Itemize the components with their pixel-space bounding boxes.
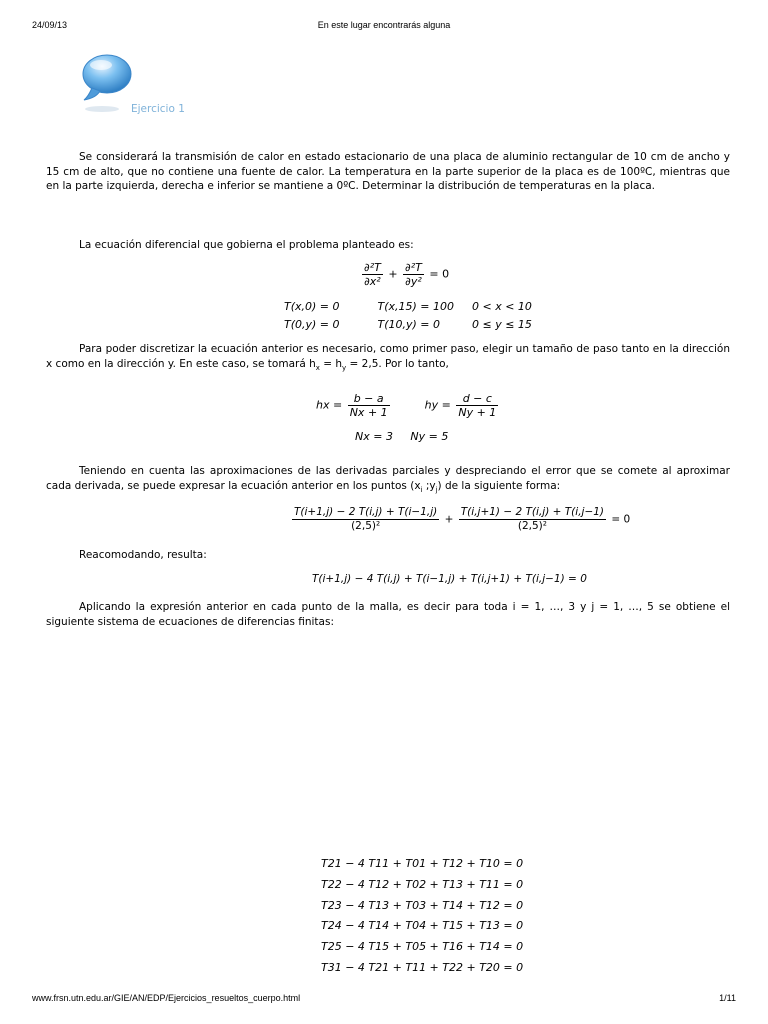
step-size-formulas: hx = $\frac{b - a}{Nx + 1}$ hy = $\frac{d - c}{Ny + 1}$	[316, 392, 497, 419]
laplace-equation: $\frac{\text{∂²T}}{\text{∂x²}}$ + $\frac{\text{∂²T}}{\text{∂y²}}$ = 0	[364, 261, 450, 288]
fd-den1: (2,5)²	[351, 520, 381, 532]
exercise-title: Ejercicio 1	[131, 103, 185, 115]
system-equation: T22 − 4 T12 + T02 + T13 + T11 = 0	[321, 877, 524, 891]
pde-rhs: = 0	[429, 267, 450, 281]
boundary-row-1	[284, 300, 532, 313]
pde-intro: La ecuación diferencial que gobierna el problema planteado es:	[79, 239, 414, 251]
bc-top: T(x,15) = 100	[377, 300, 455, 313]
hx-den: Nx + 1	[349, 406, 388, 419]
bc-bottom: T(x,0) = 0	[284, 300, 340, 313]
bc-y-range: 0 ≤ y ≤ 15	[472, 318, 532, 331]
problem-statement: Se considerará la transmisión de calor en estado estacionario de una placa de aluminio rectangular de 10 cm de ancho y 15 cm de alto, que no contiene una fuente de calor. La temperatura en la parte superior de la placa es de 100ºC, mientras que en la parte izquierda, derecha e inferior se mantiene a 0ºC. Determinar la distribución de temperaturas en la placa.	[46, 151, 730, 192]
hy-num: d − c	[456, 392, 498, 406]
hx-num: b − a	[348, 392, 390, 406]
print-date: 24/09/13	[32, 20, 68, 30]
system-equation: T23 − 4 T13 + T03 + T14 + T12 = 0	[321, 898, 524, 912]
bc-x-range: 0 < x < 10	[472, 300, 532, 313]
finite-difference-equation: $\frac{T(i+1,j) - 2 T(i,j) + T(i-1,j)}{\text{(2,5)²}}$ + $\frac{T(i,j+1) - 2 T(i,j) + T(i,j-1)}{\text{(2,5)²}}$ = 0	[294, 506, 631, 532]
system-equation: T31 − 4 T21 + T11 + T22 + T20 = 0	[321, 960, 524, 974]
pde-num2: ∂²T	[405, 261, 422, 274]
rearranging-text: Reacomodando, resulta:	[79, 549, 207, 561]
page-url[interactable]: www.frsn.utn.edu.ar/GIE/AN/EDP/Ejercicios_resueltos_cuerpo.html	[32, 993, 301, 1003]
fd-num2: T(i,j+1) − 2 T(i,j) + T(i,j−1)	[460, 506, 605, 518]
step-size-paragraph: Para poder discretizar la ecuación anterior es necesario, como primer paso, elegir un tamaño de paso tanto en la dirección x como en la dirección y. En este caso, se tomará $h_x = h_y = 2,5$. Por lo tanto,	[46, 343, 730, 372]
rearranged-equation: T(i+1,j) − 4 T(i,j) + T(i−1,j) + T(i,j+1) + T(i,j−1) = 0	[312, 573, 587, 585]
fd-den2: (2,5)²	[517, 520, 547, 532]
system-intro: Aplicando la expresión anterior en cada punto de la malla, es decir para toda i = 1, …, 3 y j = 1, …, 5 se obtiene el siguiente sistema de ecuaciones de diferencias finitas:	[46, 601, 730, 628]
bc-right: T(10,y) = 0	[377, 318, 441, 331]
pde-den1: ∂x²	[364, 275, 381, 288]
system-equation: T25 − 4 T15 + T05 + T16 + T14 = 0	[321, 940, 524, 954]
pde-den2: ∂y²	[405, 275, 422, 288]
boundary-row-2	[284, 318, 532, 331]
system-equation: T21 − 4 T11 + T01 + T12 + T10 = 0	[321, 857, 524, 870]
pde-num1: ∂²T	[364, 261, 381, 274]
hy-den: Ny + 1	[458, 406, 497, 419]
grid-counts: Nx = 3 Ny = 5	[355, 430, 449, 443]
fd-num1: T(i+1,j) − 2 T(i,j) + T(i−1,j)	[294, 506, 438, 518]
print-page-title: En este lugar encontrarás alguna	[317, 20, 451, 30]
fd-rhs: = 0	[611, 513, 631, 526]
speech-bubble-icon	[78, 50, 138, 116]
system-equation: T24 − 4 T14 + T04 + T15 + T13 = 0	[321, 919, 524, 933]
page-number: 1/11	[719, 993, 736, 1003]
bc-left: T(0,y) = 0	[284, 318, 340, 331]
approximation-paragraph: Teniendo en cuenta las aproximaciones de las derivadas parciales y despreciando el error que se comete al aproximar cada derivada, se puede expresar la ecuación anterior en los puntos ($x_i$ $;y_j$) de la siguiente forma:	[46, 465, 730, 494]
equation-system	[321, 854, 523, 979]
